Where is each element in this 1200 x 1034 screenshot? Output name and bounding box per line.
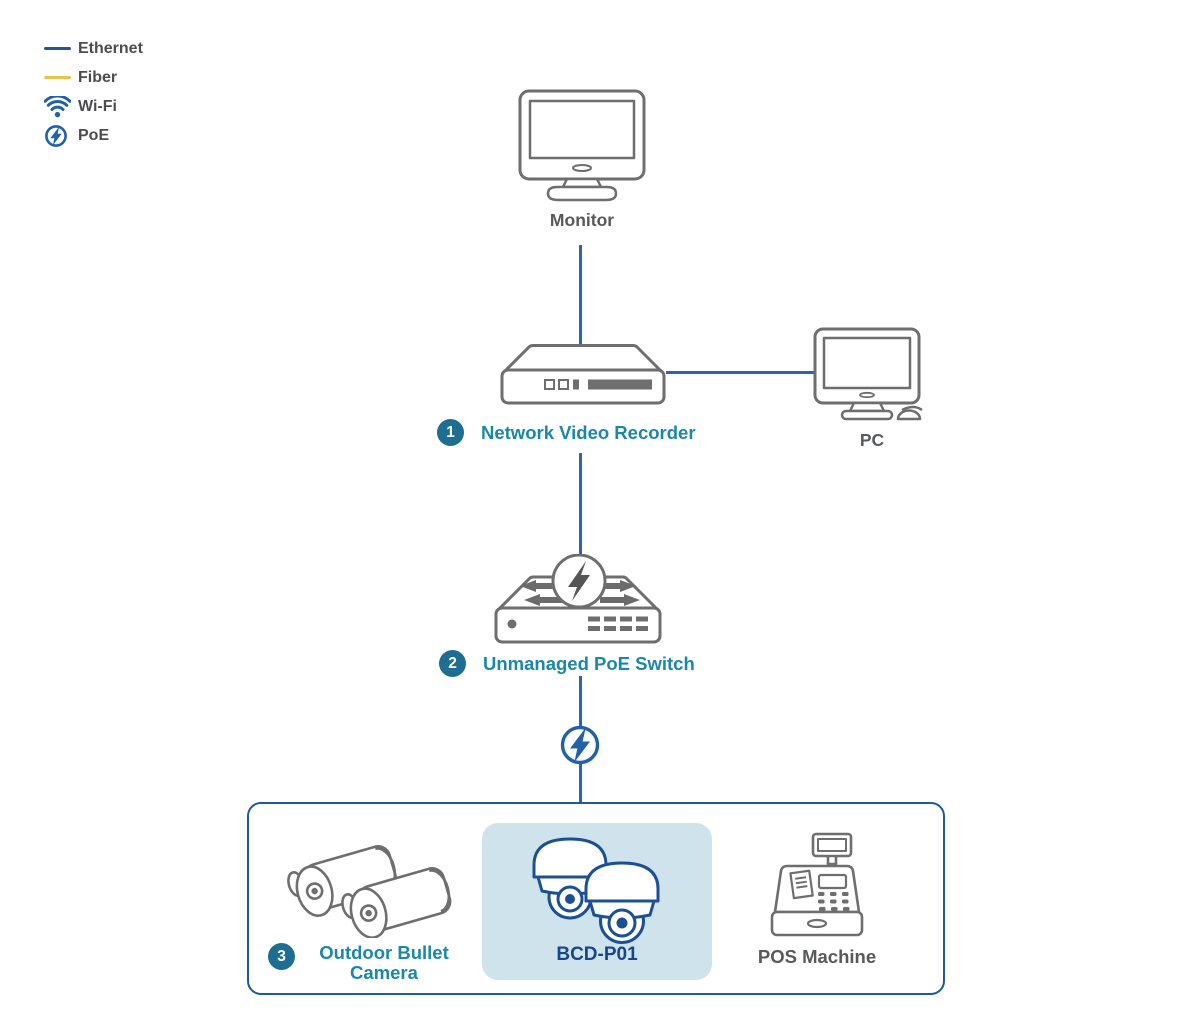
ethernet-line-nvr-switch xyxy=(579,453,582,557)
nvr-label: Network Video Recorder xyxy=(481,422,696,443)
bullet-camera-caption xyxy=(268,943,465,983)
nvr-node xyxy=(498,343,668,412)
ethernet-line-nvr-pc xyxy=(666,371,816,374)
poe-marker xyxy=(558,723,602,772)
pos-machine-node xyxy=(766,832,868,943)
poe-switch-label: Unmanaged PoE Switch xyxy=(483,653,695,674)
wifi-icon xyxy=(44,96,78,118)
legend-item-ethernet xyxy=(44,34,143,63)
nvr-icon xyxy=(498,343,668,407)
poe-icon xyxy=(558,723,602,767)
pc-label: PC xyxy=(859,430,885,450)
legend-label: Ethernet xyxy=(78,39,143,57)
pc-node xyxy=(812,326,932,451)
legend-label: Fiber xyxy=(78,68,118,86)
legend xyxy=(44,34,143,150)
fiber-line-icon xyxy=(44,76,78,79)
bullet-camera-number-badge: 3 xyxy=(268,943,295,970)
nvr-number-badge: 1 xyxy=(437,419,464,446)
legend-item-poe xyxy=(44,121,143,150)
poe-switch-caption xyxy=(439,650,695,677)
poe-switch-icon xyxy=(488,554,672,646)
ethernet-line-icon xyxy=(44,47,78,50)
poe-switch-node xyxy=(488,554,672,651)
legend-label: Wi-Fi xyxy=(78,97,117,115)
bullet-camera-label: Outdoor Bullet Camera xyxy=(319,942,449,983)
bullet-camera-icon xyxy=(280,838,460,938)
nvr-caption xyxy=(437,419,696,446)
monitor-node xyxy=(517,88,647,231)
monitor-label: Monitor xyxy=(549,210,615,230)
legend-label: PoE xyxy=(78,126,110,144)
ethernet-line-monitor-nvr xyxy=(579,245,582,344)
bcd-p01-label: BCD-P01 xyxy=(556,944,638,965)
bcd-p01-node xyxy=(522,833,672,950)
monitor-icon xyxy=(517,88,647,202)
pos-machine-icon xyxy=(766,832,868,938)
pos-machine-label: POS Machine xyxy=(757,946,877,967)
legend-item-fiber xyxy=(44,63,143,92)
poe-switch-number-badge: 2 xyxy=(439,650,466,677)
legend-item-wifi xyxy=(44,92,143,121)
pc-icon xyxy=(812,326,932,422)
bullet-camera-node xyxy=(280,838,460,943)
dome-camera-icon xyxy=(522,833,672,945)
poe-icon xyxy=(44,124,78,148)
